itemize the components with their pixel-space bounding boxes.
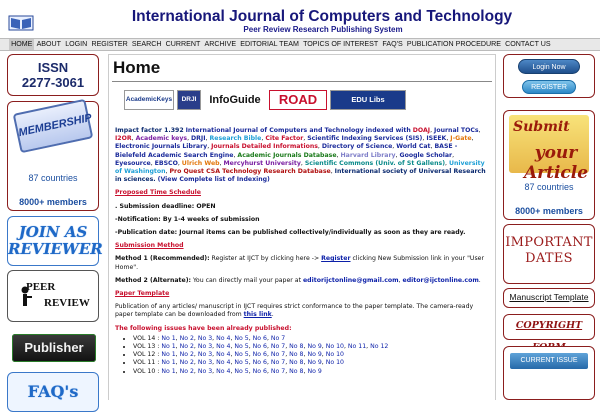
method-1-post: clicking New Submission link in your "User Home". [115,255,485,271]
index-ejl[interactable]: Electronic Journals Library [115,143,208,151]
email-link-gmail[interactable]: editorijctonline@gmail.com [302,276,399,284]
volume-label: VOL 11 : [133,359,160,367]
current-issue-box[interactable] [503,346,595,400]
current-issue-button[interactable] [510,353,588,369]
notification-text: -Notification: By 1-4 weeks of submission [115,215,260,223]
index-academic-keys[interactable]: Academic keys [135,135,188,143]
issue-link[interactable]: No 11 [347,343,367,351]
nav-item-publication-procedure[interactable]: PUBLICATION PROCEDURE [406,40,501,48]
partner-logo-road[interactable] [269,90,327,110]
issue-link[interactable]: No 9 [307,351,322,359]
site-title: International Journal of Computers and Technology [131,8,513,25]
issue-link[interactable]: No 8 [289,359,304,367]
join-as-label: JOIN AS [18,223,88,241]
partner-edulibs-label: EDU Libs [351,95,385,104]
method-2-end: . [478,276,481,284]
main-content [108,54,496,400]
issue-link[interactable]: No 9 [307,343,322,351]
paper-template-heading: Paper Template [115,290,170,298]
issue-link[interactable]: No 5 [234,343,249,351]
index-worldcat[interactable]: World Cat [396,143,431,151]
index-base[interactable]: BASE - Bielefeld Academic Search Engine [115,143,458,159]
current-issue-label: CURRENT ISSUE [520,357,578,364]
method-2-pre: You can directly mail your paper at [192,276,302,284]
nav-item-contact-us[interactable]: CONTACT US [505,40,551,48]
index-research-bible[interactable]: Research Bible [209,135,262,143]
issn-number: 2277-3061 [21,75,85,90]
membership-countries: 87 countries [28,173,78,183]
partner-logos [124,88,406,111]
method-1-pre: Register at IJCT by clicking here -> [211,255,320,263]
nav-item-faq-s[interactable]: FAQ'S [382,40,403,48]
issue-link[interactable]: No 8 [289,343,304,351]
issue-link[interactable]: No 6 [252,367,267,375]
partner-academickeys-label: AcademicKeys [125,96,173,103]
publisher-label: Publisher [24,340,84,355]
membership-badge[interactable]: MEMBERSHIP [13,99,94,154]
submit-article-banner[interactable] [509,115,589,183]
issue-link[interactable]: No 4 [216,343,231,351]
issue-link[interactable]: No 1 [161,334,176,342]
issue-link[interactable]: No 9 [307,359,322,367]
nav-item-register[interactable]: REGISTER [91,40,128,48]
submission-method-heading: Submission Method [115,242,184,250]
issue-link[interactable]: No 6 [252,351,267,359]
nav-item-archive[interactable]: ARCHIVE [204,40,237,48]
page-title: Home [113,58,161,77]
issue-link[interactable]: No 7 [270,359,286,367]
issue-link[interactable]: No 1 [161,343,176,351]
login-now-button[interactable]: Login Now [518,59,580,74]
members-count: 8000+ members [515,206,583,216]
issue-link[interactable]: No 12 [370,343,389,351]
issue-link[interactable]: No 1 [161,367,176,375]
volume-label: VOL 13 : [133,343,160,351]
journal-name: International Journal of Computers and Technology [185,127,364,134]
volume-label: VOL 10 : [133,367,160,375]
index-cite-factor[interactable]: Cite Factor [265,135,304,143]
index-isur[interactable]: International society of Universal Research in sciences. [115,168,486,184]
method-1 [115,255,489,271]
join-reviewer-box[interactable] [7,216,103,266]
issue-link[interactable]: No 3 [197,334,213,342]
issue-link[interactable]: No 5 [234,367,249,375]
issue-link[interactable]: No 5 [234,334,249,342]
volume-item: • VOL 14 : No 1, No 2, No 3, No 4, No 5, No 6, No 7 [133,335,489,343]
partner-logo-academickeys[interactable] [124,90,174,110]
issue-link[interactable]: No 7 [270,367,286,375]
issue-link[interactable]: No 3 [197,351,213,359]
site-header [0,0,600,38]
nav-item-home[interactable]: HOME [9,39,34,50]
index-dos[interactable]: Directory of Science [321,143,393,151]
issue-link[interactable]: No 8 [289,351,304,359]
register-link[interactable]: Register [321,255,351,263]
title-divider [112,81,492,82]
issue-link[interactable]: No 2 [179,343,194,351]
template-text: Publication of any articles/ manuscript in IJCT requires strict conformance to the paper template. The camera-ready paper template can be downloaded from [115,303,474,319]
issue-link[interactable]: No 4 [216,334,231,342]
issue-link[interactable]: No 10 [325,343,344,351]
nav-item-login[interactable]: LOGIN [65,40,88,48]
reviewer-label: REVIEWER [8,240,103,258]
template-paragraph [115,303,489,319]
index-iseek[interactable]: ISEEK [426,135,447,143]
review-label: REVIEW [44,297,90,309]
issue-link[interactable]: No 4 [216,359,231,367]
issue-link[interactable]: No 3 [197,359,213,367]
left-sidebar [7,54,101,400]
partner-logo-edulibs[interactable] [330,90,406,110]
faqs-label: FAQ's [27,382,79,401]
index-journal-tocs[interactable]: Journal TOCs [434,127,479,134]
email-separator: , [398,276,401,284]
manuscript-template-link[interactable]: Manuscript Template [509,292,589,302]
email-link-ijct[interactable]: editor@ijctonline.com [402,276,479,284]
issue-link[interactable]: No 2 [179,351,194,359]
membership-members: 8000+ members [19,197,87,207]
issues-heading: The following issues have been already published: [115,324,292,332]
nav-item-search[interactable]: SEARCH [131,40,162,48]
volume-item: • VOL 12 : No 1, No 2, No 3, No 4, No 5, No 6, No 7, No 8, No 9, No 10 [133,351,489,359]
main-nav [0,38,600,51]
index-ebsco[interactable]: EBSCO [154,159,178,167]
peer-review-box[interactable] [7,270,99,322]
volume-list [115,335,489,376]
index-doaj[interactable]: DOAJ [412,127,431,134]
issue-link[interactable]: No 2 [179,367,194,375]
submission-deadline: . Submission deadline: OPEN [115,202,216,210]
faqs-box[interactable] [7,372,99,412]
issn-label: ISSN [37,60,69,75]
peer-label: PEER [26,281,56,293]
issue-link[interactable]: No 9 [307,367,322,375]
countries-count: 87 countries [524,182,574,192]
method-1-label: Method 1 (Recommended): [115,255,210,263]
schedule-heading: Proposed Time Schedule [115,189,201,197]
account-box [503,54,595,98]
index-drji[interactable]: DRJI [191,135,206,143]
issn-box [7,54,99,96]
important-dates-box[interactable] [503,224,595,284]
register-button[interactable]: REGISTER [522,80,576,94]
partner-logo-infoguide[interactable] [204,90,266,110]
index-adb[interactable]: Academic Journals Database [237,151,337,159]
issue-link[interactable]: No 2 [179,359,194,367]
issue-link[interactable]: No 10 [325,359,344,367]
nav-item-current[interactable]: CURRENT [165,40,201,48]
issue-link[interactable]: No 10 [325,351,344,359]
site-subtitle: Peer Review Research Publishing System [243,25,403,34]
issue-link[interactable]: No 4 [216,367,231,375]
issue-link[interactable]: No 5 [234,359,249,367]
index-jdi[interactable]: Journals Detailed Informations [211,143,318,151]
index-mercyhurst[interactable]: Mercyhurst University [223,159,301,167]
issue-link[interactable]: No 6 [252,343,267,351]
issue-link[interactable]: No 6 [252,359,267,367]
issue-link[interactable]: No 1 [161,359,176,367]
index-uw[interactable]: University of Washington [115,159,485,176]
issue-link[interactable]: No 2 [179,334,194,342]
dates-label: DATES [525,251,573,266]
partner-drji-label: DRJI [181,96,197,103]
index-i2or[interactable]: I2OR [115,135,132,143]
indexed-with: indexed with [365,127,411,134]
issue-link[interactable]: No 7 [270,351,286,359]
nav-item-about[interactable]: ABOUT [36,40,61,48]
view-indexing-link[interactable]: (View Complete list of Indexing) [157,176,270,184]
index-harvard[interactable]: Harvard Library [340,151,396,159]
method-2 [115,277,489,285]
issue-link[interactable]: No 6 [252,334,267,342]
issue-link[interactable]: No 4 [216,351,231,359]
important-label: IMPORTANT [505,235,593,250]
impact-paragraph: Impact factor 1.392 International Journal of Computers and Technology indexed with DOAJ, Journal TOCs, I2OR, Academic keys, DRJI, Research Bible, Cite Factor, Scientific Indexing Services (SIS), ISEEK, J-Gate, Electronic Journals Library, Journals Detailed Informations, Directory of Science, World Cat, BASE - Bielefeld Academic Search Engine, Academic Journals Database, Harvard Library, Google Scholar, Eyesource, EBSCO, Ulrich Web, Mercyhurst University, Scientific Commons (Univ. of St Gallens), University of Washington, Pro Quest CSA Technology Research Database, International society of Universal Research in sciences. (View Complete list of Indexing) [115,127,486,184]
submit-article-box[interactable] [503,110,595,220]
nav-item-editorial-team[interactable]: EDITORIAL TEAM [240,40,299,48]
index-st-gallens[interactable]: Scientific Commons (Univ. of St Gallens) [304,159,446,167]
volume-item: • VOL 13 : No 1, No 2, No 3, No 4, No 5, No 6, No 7, No 8, No 9, No 10, No 11, No 12 [133,343,489,351]
method-2-label: Method 2 (Alternate): [115,276,191,284]
volume-label: VOL 12 : [133,351,160,359]
index-proquest[interactable]: Pro Quest CSA Technology Research Database [169,168,331,176]
copyright-form-link[interactable]: COPYRIGHT [515,320,583,331]
template-download-link[interactable]: this link [243,311,272,319]
partner-infoguide-label: InfoGuide [209,93,261,106]
index-ulrich[interactable]: Ulrich Web [181,159,220,167]
issue-link[interactable]: No 3 [197,367,213,375]
issue-link[interactable]: No 8 [289,367,304,375]
issue-link[interactable]: No 5 [234,351,249,359]
issue-link[interactable]: No 7 [270,334,286,342]
partner-logo-drji[interactable] [177,90,201,110]
partner-road-label: ROAD [278,92,318,107]
template-end: . [271,311,274,319]
publication-date: -Publication date: Journal items can be published collectively/individually as soon as they are ready. [115,229,466,237]
home-text [115,127,489,376]
membership-box[interactable] [7,101,99,211]
right-sidebar [503,54,595,400]
volume-item: • VOL 11 : No 1, No 2, No 3, No 4, No 5, No 6, No 7, No 8, No 9, No 10 [133,359,489,367]
index-jgate[interactable]: J-Gate [450,135,472,143]
volume-label: VOL 14 : [133,334,160,342]
publisher-banner[interactable] [12,334,96,362]
issue-link[interactable]: No 1 [161,351,176,359]
issue-link[interactable]: No 3 [197,343,213,351]
volume-item: • VOL 10 : No 1, No 2, No 3, No 4, No 5, No 6, No 7, No 8, No 9 [133,368,489,376]
copyright-form-box[interactable] [503,314,595,340]
index-sis[interactable]: Scientific Indexing Services (SIS) [307,135,423,143]
your-article-label: your Article [523,143,589,183]
index-eyesource[interactable]: Eyesource [115,159,151,167]
nav-item-topics-of-interest[interactable]: TOPICS OF INTEREST [303,40,379,48]
manuscript-template-box[interactable] [503,288,595,308]
impact-factor: Impact factor 1.392 [115,127,184,134]
issue-link[interactable]: No 7 [270,343,286,351]
submit-label: Submit [513,119,570,135]
index-gscholar[interactable]: Google Scholar [399,151,453,159]
